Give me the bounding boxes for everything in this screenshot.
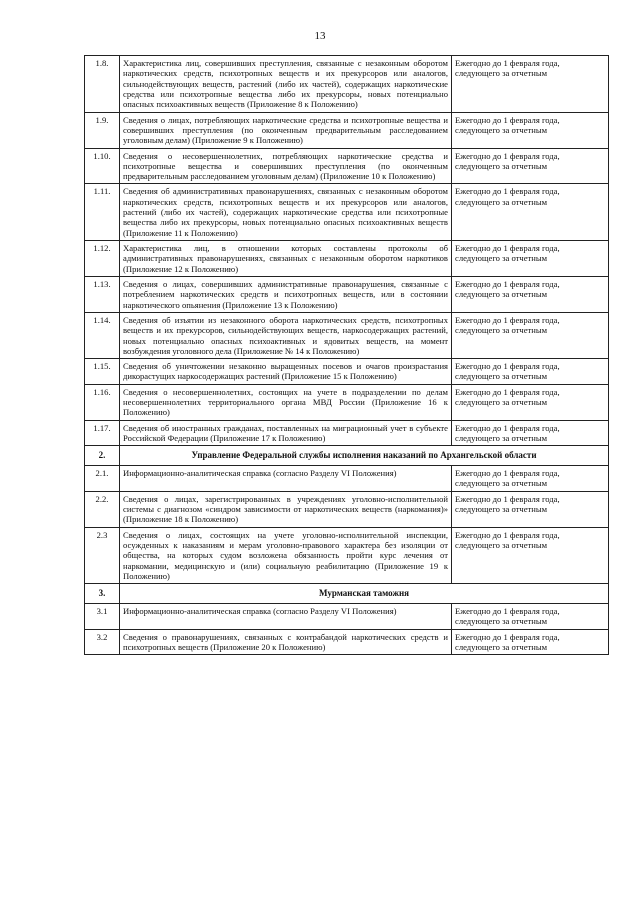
item-deadline: Ежегодно до 1 февраля года, следующего за отчетным bbox=[452, 359, 609, 385]
item-number: 1.14. bbox=[85, 312, 120, 358]
item-number: 1.8. bbox=[85, 56, 120, 113]
page-number: 13 bbox=[314, 30, 326, 42]
table-row bbox=[85, 56, 609, 113]
section-number: 3. bbox=[85, 584, 120, 604]
item-description: Характеристика лиц, совершивших преступления, связанные с незаконным оборотом наркотических средств, психотропных веществ и их прекурсоров или аналогов, сильнодействующих веществ, растений (либо их частей), содержащих наркотические средства или психотропные вещества либо их прекурсоры, новых потенциально опасных психоактивных веществ (Приложение 8 к Положению) bbox=[120, 56, 452, 113]
section-title: Управление Федеральной службы исполнения наказаний по Архангельской области bbox=[120, 446, 609, 466]
item-description: Информационно-аналитическая справка (согласно Разделу VI Положения) bbox=[120, 466, 452, 492]
table-row bbox=[85, 527, 609, 584]
section-number: 2. bbox=[85, 446, 120, 466]
reporting-table-body bbox=[85, 56, 609, 655]
item-description: Сведения о несовершеннолетних, состоящих на учете в подразделении по делам несовершеннолетних территориального органа МВД России (Приложение 16 к Положению) bbox=[120, 384, 452, 420]
item-description: Сведения о правонарушениях, связанных с контрабандой наркотических средств и психотропных веществ (Приложение 20 к Положению) bbox=[120, 629, 452, 655]
table-row bbox=[85, 276, 609, 312]
item-deadline: Ежегодно до 1 февраля года, следующего за отчетным bbox=[452, 491, 609, 527]
section-row bbox=[85, 584, 609, 604]
item-description: Сведения об иностранных гражданах, поставленных на миграционный учет в субъекте Российской Федерации (Приложение 17 к Положению) bbox=[120, 420, 452, 446]
item-description: Сведения об изъятии из незаконного оборота наркотических средств, психотропных веществ и их прекурсоров, сильнодействующих веществ, наркосодержащих растений, новых потенциально опасных психоактивных и ядовитых веществ, на момент возбуждения уголовного дела (Приложение № 14 к Положению) bbox=[120, 312, 452, 358]
item-deadline: Ежегодно до 1 февраля года, следующего за отчетным bbox=[452, 312, 609, 358]
item-number: 1.17. bbox=[85, 420, 120, 446]
item-number: 3.1 bbox=[85, 604, 120, 630]
item-number: 1.10. bbox=[85, 148, 120, 184]
item-number: 1.12. bbox=[85, 241, 120, 277]
item-description: Информационно-аналитическая справка (согласно Разделу VI Положения) bbox=[120, 604, 452, 630]
reporting-table bbox=[84, 55, 609, 655]
item-description: Сведения о лицах, состоящих на учете уголовно-исполнительной инспекции, осужденных к наказаниям и мерам уголовно-правового характера без изоляции от общества, на которых судом возложена обязанность пройти курс лечения от наркомании, медицинскую и (или) социальную реабилитацию (Приложение 19 к Положению) bbox=[120, 527, 452, 584]
item-description: Характеристика лиц, в отношении которых составлены протоколы об административных правонарушениях, связанных с незаконным оборотом наркотиков (Приложение 12 к Положению) bbox=[120, 241, 452, 277]
item-deadline: Ежегодно до 1 февраля года, следующего за отчетным bbox=[452, 629, 609, 655]
item-deadline: Ежегодно до 1 февраля года, следующего за отчетным bbox=[452, 466, 609, 492]
item-number: 1.11. bbox=[85, 184, 120, 241]
table-row bbox=[85, 112, 609, 148]
item-number: 2.1. bbox=[85, 466, 120, 492]
item-description: Сведения о лицах, потребляющих наркотические средства и психотропные вещества и совершивших преступления (по оконченным предварительным расследованием уголовным делам) (Приложение 9 к Положению) bbox=[120, 112, 452, 148]
item-deadline: Ежегодно до 1 февраля года, следующего за отчетным bbox=[452, 112, 609, 148]
section-row bbox=[85, 446, 609, 466]
item-description: Сведения о лицах, зарегистрированных в учреждениях уголовно-исполнительной системы с диагнозом «синдром зависимости от наркотических веществ (наркомания)» (Приложение 18 к Положению) bbox=[120, 491, 452, 527]
item-description: Сведения об уничтожении незаконно выращенных посевов и очагов произрастания дикорастущих наркосодержащих растений (Приложение 15 к Положению) bbox=[120, 359, 452, 385]
item-number: 3.2 bbox=[85, 629, 120, 655]
item-description: Сведения об административных правонарушениях, связанных с незаконным оборотом наркотических средств, психотропных веществ и их прекурсоров или аналогов, растений (либо их частей), содержащих наркотические средства или психотропные вещества либо их прекурсоры, новых потенциально опасных психоактивных веществ (Приложение 11 к Положению) bbox=[120, 184, 452, 241]
table-row bbox=[85, 184, 609, 241]
item-description: Сведения о лицах, совершивших административные правонарушения, связанные с потреблением наркотических средств и психотропных веществ, или в состоянии наркотического опьянения (Приложение 13 к Положению) bbox=[120, 276, 452, 312]
item-number: 1.13. bbox=[85, 276, 120, 312]
section-title: Мурманская таможня bbox=[120, 584, 609, 604]
table-row bbox=[85, 604, 609, 630]
table-row bbox=[85, 629, 609, 655]
item-number: 2.3 bbox=[85, 527, 120, 584]
item-number: 2.2. bbox=[85, 491, 120, 527]
item-number: 1.15. bbox=[85, 359, 120, 385]
table-row bbox=[85, 241, 609, 277]
table-row bbox=[85, 148, 609, 184]
item-deadline: Ежегодно до 1 февраля года, следующего за отчетным bbox=[452, 184, 609, 241]
item-deadline: Ежегодно до 1 февраля года, следующего за отчетным bbox=[452, 604, 609, 630]
table-row bbox=[85, 312, 609, 358]
item-number: 1.16. bbox=[85, 384, 120, 420]
table-row bbox=[85, 359, 609, 385]
item-deadline: Ежегодно до 1 февраля года, следующего за отчетным bbox=[452, 241, 609, 277]
table-row bbox=[85, 466, 609, 492]
item-deadline: Ежегодно до 1 февраля года, следующего за отчетным bbox=[452, 384, 609, 420]
item-deadline: Ежегодно до 1 февраля года, следующего за отчетным bbox=[452, 276, 609, 312]
table-row bbox=[85, 420, 609, 446]
item-description: Сведения о несовершеннолетних, потребляющих наркотические средства и психотропные вещества и совершивших преступления (по оконченным предварительным расследованием уголовным делам) (Приложение 10 к Положению) bbox=[120, 148, 452, 184]
item-deadline: Ежегодно до 1 февраля года, следующего за отчетным bbox=[452, 56, 609, 113]
table-row bbox=[85, 491, 609, 527]
item-number: 1.9. bbox=[85, 112, 120, 148]
item-deadline: Ежегодно до 1 февраля года, следующего за отчетным bbox=[452, 148, 609, 184]
table-row bbox=[85, 384, 609, 420]
item-deadline: Ежегодно до 1 февраля года, следующего за отчетным bbox=[452, 527, 609, 584]
item-deadline: Ежегодно до 1 февраля года, следующего за отчетным bbox=[452, 420, 609, 446]
